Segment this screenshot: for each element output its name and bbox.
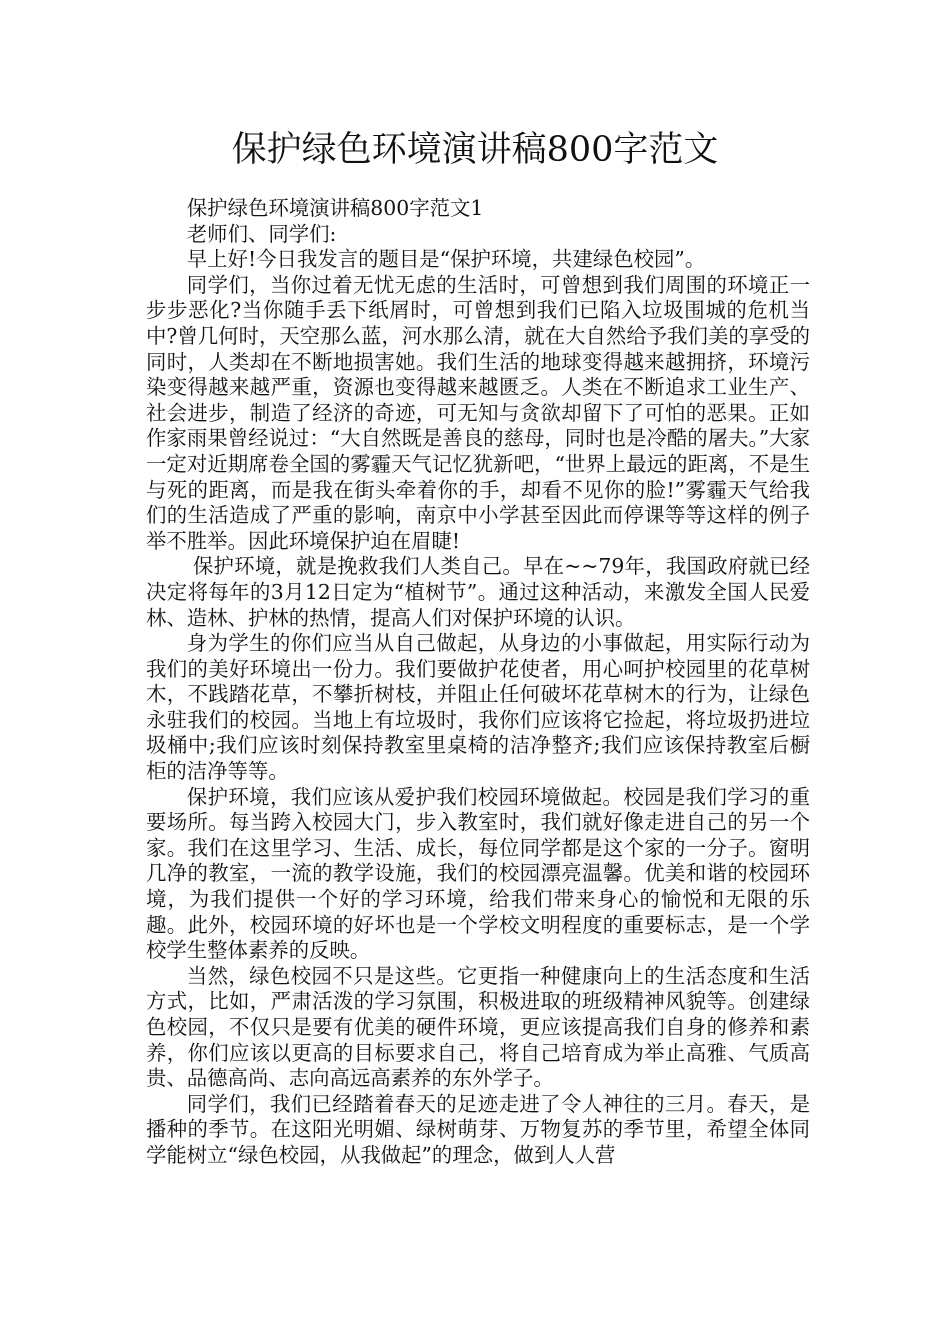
document-body [146,196,810,1169]
paragraph-body: 同学们，我们已经踏着春天的足迹走进了令人神往的三月。春天，是播种的季节。在这阳光明媚、绿树萌芽、万物复苏的季节里，希望全体同学能树立“绿色校园，从我做起”的理念，做到人人营 [146,1091,810,1167]
paragraph-body: 保护环境，我们应该从爱护我们校园环境做起。校园是我们学习的重要场所。每当跨入校园大门，步入教室时，我们就好像走进自己的另一个家。我们在这里学习、生活、成长，每位同学都是这个家的一分子。窗明几净的教室，一流的教学设施，我们的校园漂亮温馨。优美和谐的校园环境，为我们提供一个好的学习环境，给我们带来身心的愉悦和无限的乐趣。此外，校园环境的好坏也是一个学校文明程度的重要标志，是一个学校学生整体素养的反映。 [146,784,810,963]
paragraph-subtitle: 保护绿色环境演讲稿800字范文1 [186,196,484,220]
paragraph-body: 当然，绿色校园不只是这些。它更指一种健康向上的生活态度和生活方式，比如，严肃活泼的学习氛围，积极进取的班级精神风貌等。创建绿色校园，不仅只是要有优美的硬件环境，更应该提高我们自身的修养和素养，你们应该以更高的目标要求自己，将自己培育成为举止高雅、气质高贵、品德高尚、志向高远高素养的东外学子。 [146,963,810,1091]
paragraph-body: 保护环境，就是挽救我们人类自己。早在~~79年，我国政府就已经决定将每年的3月12日定为“植树节”。通过这种活动，来激发全国人民爱林、造林、护林的热情，提高人们对保护环境的认识。 [146,554,810,630]
paragraph-greeting: 早上好!今日我发言的题目是“保护环境，共建绿色校园”。 [186,247,706,272]
paragraph-body: 同学们，当你过着无忧无虑的生活时，可曾想到我们周围的环境正一步步恶化?当你随手丢下纸屑时，可曾想到我们已陷入垃圾围城的危机当中?曾几何时，天空那么蓝，河水那么清，就在大自然给予我们美的享受的同时，人类却在不断地损害她。我们生活的地球变得越来越拥挤，环境污染变得越来越严重，资源也变得越来越匮乏。人类在不断追求工业生产、社会进步，制造了经济的奇迹，可无知与贪欲却留下了可怕的恶果。正如作家雨果曾经说过：“大自然既是善良的慈母，同时也是冷酷的屠夫。”大家一定对近期席卷全国的雾霾天气记忆犹新吧，“世界上最远的距离，不是生与死的距离，而是我在街头牵着你的手，却看不见你的脸!”雾霾天气给我们的生活造成了严重的影响，南京中小学甚至因此而停课等等这样的例子举不胜举。因此环境保护迫在眉睫! [146,272,810,553]
paragraph-body: 身为学生的你们应当从自己做起，从身边的小事做起，用实际行动为我们的美好环境出一份力。我们要做护花使者，用心呵护校园里的花草树木，不践踏花草，不攀折树枝，并阻止任何破坏花草树木的行为，让绿色永驻我们的校园。当地上有垃圾时，我你们应该将它捡起，将垃圾扔进垃圾桶中;我们应该时刻保持教室里桌椅的洁净整齐;我们应该保持教室后橱柜的洁净等等。 [146,631,810,784]
paragraph-salutation: 老师们、同学们: [186,221,337,246]
document-title: 保护绿色环境演讲稿800字范文 [231,130,719,170]
